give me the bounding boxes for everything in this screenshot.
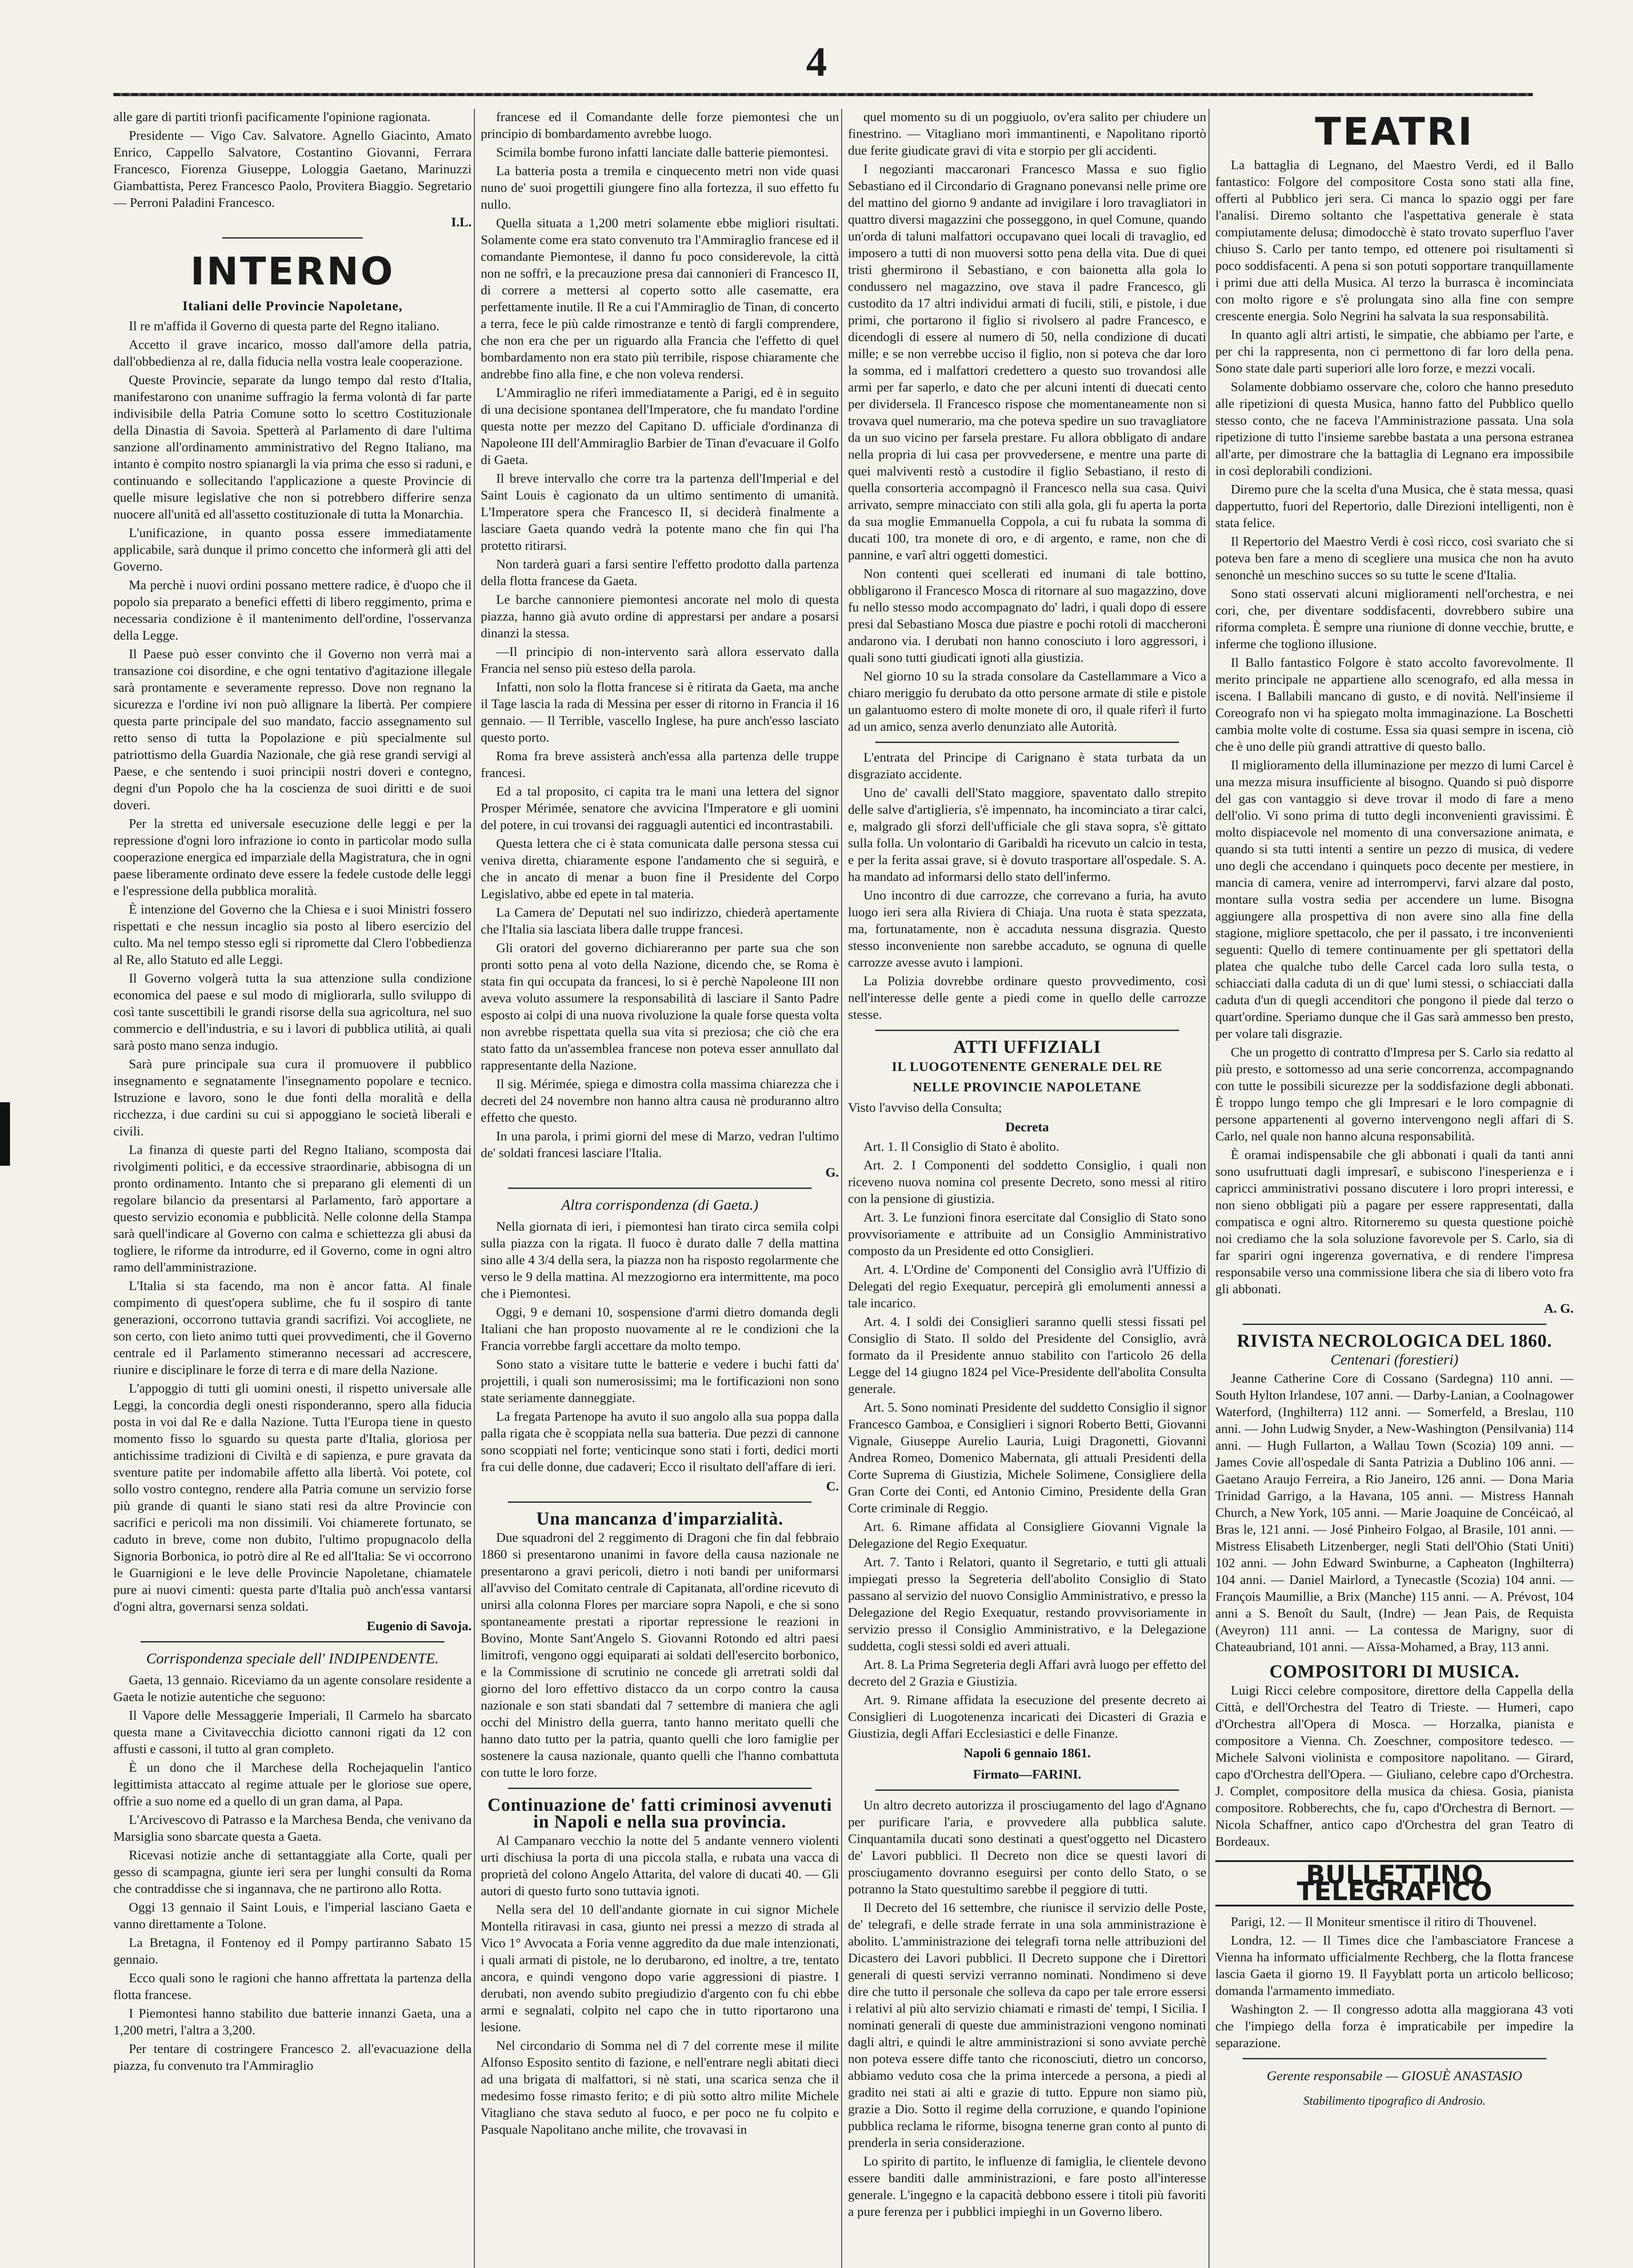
section-divider — [508, 1501, 812, 1503]
gaeta-correspondence-signature: C. — [826, 1479, 839, 1494]
section-divider — [875, 742, 1179, 743]
paragraph: Art. 9. Rimane affidata la esecuzione del presente decreto ai Consiglieri di Luogotenenza incaricati dei Dicasteri di Grazia e Giustizia, degli Affari Ecclesiastici e delle Finanze. — [848, 1693, 1206, 1741]
paragraph: La battaglia di Legnano, del Maestro Verdi, ed il Ballo fantastico: Folgore del compositore Costa sono stati alla fine, offerti al Pubblico jeri sera. Ci manca lo spazio oggi per fare l'analisi. Diremo soltanto che l'aspettativa generale è stata compiutamente delusa; dimodocchè è stato trovato superfluo l'aver chiuso S. Carlo per tanto tempo, ed ottenere poi risultamenti sì poco soddisfacenti. A pena si son potuti sopportare tranquillamente i primi due atti della Musica. Al terzo la burrasca è incominciata con molto rigore e s'è prolungata sino alla fine con sempre crescente energia. Solo Negrini ha salvata la sua responsabilità. — [1215, 158, 1574, 324]
decree-preamble: Visto l'avviso della Consulta; — [848, 1100, 1002, 1115]
section-divider — [508, 1188, 812, 1189]
paragraph: Gaeta, 13 gennaio. Riceviamo da un agente consolare residente a Gaeta le notizie autentiche che seguono: — [113, 1673, 472, 1705]
paragraph: Nel giorno 10 su la strada consolare da Castellammare a Vico a chiaro meriggio fu derubato da otto persone armate di stile e pistole un galantuomo estero di molte monete di oro, il quale riferì il furto ad un amico, senza averlo denunziato alle Autorità. — [848, 669, 1206, 734]
gaeta-report-signature: G. — [825, 1165, 839, 1180]
decree-date: Napoli 6 gennaio 1861. — [963, 1746, 1091, 1760]
section-divider — [875, 1789, 1179, 1791]
paragraph: Nella sera del 10 dell'andante giornate in cui signor Michele Montella ritiravasi in casa, giunto nei pressi a mezzo di strada al Vico 1° Avvocata a Foria venne aggredito da due male intenzionati, i quali armati di pistole, ne lo derubarono, ed inoltre, a tre, tentato ancora, e quindi vengono dopo varie aggressioni di piastre. I derubati, non avendo subito pregiudizio d'argento con fu chi ebbe armi e segnalati, colpito nel capo che in tutto riportarono una lesione. — [481, 1902, 839, 2034]
section-divider — [141, 1641, 444, 1642]
paragraph: I Piemontesi hanno stabilito due batterie innanzi Gaeta, una a 1,200 metri, l'altra a 3,200. — [113, 2006, 472, 2038]
paragraph: Il Ballo fantastico Folgore è stato accolto favorevolmente. Il merito principale ne appartiene allo scenografo, ed alla messa in iscena. I Ballabili mancano di gusto, e di novità. Nell'insieme il Coreografo non vi ha spiegato molta immaginazione. La Boschetti cambia molte volte di costume. Essa sia quasi sempre in iscena, ciò che è uno delle più grandi attrattive di questo ballo. — [1215, 655, 1574, 754]
signers-tag: I.L. — [451, 215, 472, 230]
paragraph: Lo spirito di partito, le influenze di famiglia, le clientele devono essere banditi dalle amministrazioni, e fare posto all'interesse generale. L'ingegno e la capacità debbono essere i titoli più favoriti a pure ferenza per i pubblici impieghi in un Governo libero. — [848, 2154, 1206, 2219]
paragraph: Il Governo volgerà tutta la sua attenzione sulla condizione economica del paese e sul modo di migliorarla, sullo sviluppo di così tante suscettibili le grandi risorse della sua agricoltura, nel suo commercio e dell'industria, e su i lavori di pubblica utilità, ai quali sarà posto mano senza indugio. — [113, 971, 472, 1053]
proclamation-subhead: Italiani delle Provincie Napoletane, — [182, 298, 403, 314]
paragraph: L'entrata del Principe di Carignano è stata turbata da un disgraziato accidente. — [848, 750, 1206, 782]
composers-heading: COMPOSITORI DI MUSICA. — [1269, 1661, 1520, 1682]
paragraph: Un altro decreto autorizza il prosciugamento del lago d'Agnano per purificare l'aria, e provvedere alla pubblica salute. Cinquantamila ducati sono destinati a quest'oggetto nel Dicastero de' Lavori pubblici. Il Decreto non dice se questi lavori di prosciugamento dovranno eseguirsi per conto dello Stato, o se potranno la Stato questultimo sarebbe il peggiore di tutti. — [848, 1798, 1206, 1897]
paragraph: Sono stato a visitare tutte le batterie e vedere i buchi fatti da' projettili, i quali son numerosissimi; ma le fortificazioni non sono state seriamente danneggiate. — [481, 1357, 839, 1405]
paragraph: Il Repertorio del Maestro Verdi è così ricco, così svariato che si poteva ben fare a meno di scegliere una musica che non ha avuto senonchè un meschino succes so su tutte le scene d'Italia. — [1215, 534, 1574, 583]
paragraph: Scimila bombe furono infatti lanciate dalle batterie piemontesi. — [496, 145, 829, 160]
page-number: 4 — [806, 39, 827, 85]
proclamation-body — [113, 318, 472, 1615]
paragraph: La Polizia dovrebbe ordinare questo provvedimento, così nell'interesse delle gente a piedi come in quello delle carrozze stesse. — [848, 974, 1206, 1022]
paragraph: Art. 4. L'Ordine de' Componenti del Consiglio avrà l'Uffizio di Delegati del regio Exequatur, percepirà gli emolumenti annessi a tale incarico. — [848, 1262, 1206, 1310]
paragraph: Diremo pure che la scelta d'una Musica, che è stata messa, quasi dappertutto, fuori del Repertorio, dalle Direzioni intelligenti, non è stata felice. — [1215, 482, 1574, 531]
paragraph: Oggi, 9 e demani 10, sospensione d'armi dietro domanda degli Italiani che han proposto nuovamente al re le condizioni che la Francia vorrebbe fargli accettare da molto tempo. — [481, 1305, 839, 1353]
paragraph: Ecco quali sono le ragioni che hanno affrettata la partenza della flotta francese. — [113, 1971, 472, 2003]
decree-commentary-body — [848, 1797, 1206, 2220]
paragraph: Oggi 13 gennaio il Saint Louis, e l'imperial lasciano Gaeta e vanno direttamente a Tolone. — [113, 1900, 472, 1932]
column-rule — [474, 109, 475, 2268]
paragraph: L'appoggio di tutti gli uomini onesti, il rispetto universale alle Leggi, la concordia degli onesti risponderanno, spero alla fiducia posta in voi dal Re e dalla Nazione. Tutta l'Europa tiene in questo momento fisso lo sguardo su questa parte d'Italia, gloriosa per antichissime tradizioni di Civiltà e di sapienza, e pure gravata da sventure patite per indomabile affetto alla libertà. Voi potete, col sollo vostro contegno, rendere alla Patria comune un servizio forse più grande di quanti le siano stati resi da altre Provincie con sacrifici e pericoli ma non dissimili. Voi chiamerete fortunato, se caduto in breve, come non dubito, l'ultimo propugnacolo della Signoria Borbonica, io potrò dire al Re ed all'Italia: Se vi occorrono le Guarnigioni e le leve delle Provincie Napoletane, chiamatele pure ai nuovi cimenti: questa parte d'Italia può anch'essa vantarsi d'ogni altra, governarsi senza soldati. — [113, 1381, 472, 1614]
paragraph: Che un progetto di contratto d'Impresa per S. Carlo sia redatto al più presto, e sottomesso ad una serie concorrenza, accompagnando con tutte le possibili sicurezze per la soddisfazione degli abbonati. È troppo lungo tempo che gli Impresari e le loro compagnie di persone appartenenti al governo intervengono negli affari di S. Carlo, nel quale non hanno alcuna responsabilità. — [1215, 1045, 1574, 1144]
paragraph: Accetto il grave incarico, mosso dall'amore della patria, dall'obbedienza al re, dalla fiducia nella vostra leale cooperazione. — [113, 337, 472, 369]
column-rule — [841, 109, 842, 2268]
paragraph: L'unificazione, in quanto possa essere immediatamente applicabile, sarà dunque il primo concetto che informerà gli atti del Governo. — [113, 526, 472, 574]
composers-text: Luigi Ricci celebre compositore, direttore della Cappella della Città, e dell'Orchestra del Teatro di Trieste. — Humeri, capo d'Orchestra all'Opera di Mosca. — Horzalka, pianista e compositore a Vienna. Ch. Zoeschner, compositore tedesco. — Michele Salvoni violinista e compositore napolitano. — Girard, capo d'Orchestra dell'Opera. — Giuliano, celebre capo d'Orchestra. J. Complet, compositore della musica da chiesa. Gosia, pianista compositore. Robberechts, che fu, capo d'Orchestra di Bernort. — Nicola Schaffner, antico capo d'Orchestra del gran Teatro di Bordeaux. — [1215, 1683, 1574, 1849]
paragraph: Ricevasi notizie anche di settantaggiate alla Corte, quali per gesso di scampagna, giunte ieri sera per lunghi consulti da Roma che contraddisse che si ingannava, che ne partirono allo Rotta. — [113, 1848, 472, 1897]
column-1 — [113, 109, 472, 2268]
interno-heading: INTERNO — [190, 249, 395, 293]
correspondence-body — [113, 1672, 472, 2074]
decree-articles — [848, 1139, 1206, 1742]
crimes-heading: Continuazione de' fatti criminosi avvenuti in Napoli e nella sua provincia. — [487, 1794, 832, 1832]
telegraph-body — [1215, 1914, 1574, 2052]
paragraph: Gli oratori del governo dichiareranno per parte sua che son pronti sotto pena al voto della Nazione, dicendo che, se Roma è stata fin qui occupata da francesi, lo si è perchè Napoleone III non aveva voluto assumere la responsabilità di lasciare il Santo Padre esposto ai colpi di una nuova rivoluzione la quale forse questa volta non avrebbe rispettata quella sua vita si preziosa; che ciò che era stato fatto da un'assemblea francese non poteva esser annullato dal rappresentante della Nazione. — [481, 941, 839, 1073]
paragraph: Il Decreto del 16 settembre, che riunisce il servizio delle Poste, de' telegrafi, e delle strade ferrate in una sola amministrazione è abolito. L'amministrazione dei telegrafi torna nelle attribuzioni del Dicastero dei Lavori pubblici. Il Decreto suppone che i Direttori generali di questi servizi verranno nominati. Nondimeno si deve dire che tutto il personale che solleva da capo per tale errore essersi i relativi al più alto servizio chiamati e rimasti de' tempi, I Sicilia. I nominati generali di queste due amministrazioni vengono nominati dagli altri, e quindi le altre amministrazioni si sono avviate perchè non poteva essere diffe tanto che riconosciuti, dietro un concorso, abbiamo veduto cosa che la prima intercede a persona, a piedi al gradito nei stati ai alti e grazie di tutto. Eppure non siamo più, grazie a Dio. Sotto il regime della corruzione, e quando l'opinione pubblica reclama le riforme, bisogna tenerne gran conto al punto di prenderla in seria considerazione. — [848, 1901, 1206, 2150]
crimes-body — [481, 1833, 839, 2138]
paragraph: Nella giornata di ieri, i piemontesi han tirato circa semila colpi sulla piazza con la rigata. Il fuoco è durato dalle 7 della mattina sino alle 4 3/4 della sera, la piazza non ha risposto regolarmente che verso le 9 della mattina. Al mezzogiorno era intermittente, ma poco che i Piemontesi. — [481, 1219, 839, 1301]
paragraph: Non contenti quei scellerati ed inumani di tale bottino, obbligarono il Francesco Mosca di ritornare al suo magazzino, dove fu nello stesso modo accompagnato do' ladri, i quali dopo di essere presi dal Sebastiano Mosca due piastre e pochi rotoli di maccheroni andarono via. I derubati non hanno conosciuto i loro aggressori, i quali sono tutti giudicati ignoti alla giustizia. — [848, 567, 1206, 665]
top-decorative-rule — [113, 93, 1533, 96]
paragraph: Il sig. Mérimée, spiega e dimostra colla massima chiarezza che i decreti del 24 novembre non hanno altra causa nè produranno altro effetto che questo. — [481, 1077, 839, 1125]
teatri-body — [1215, 157, 1574, 1298]
paragraph: Le barche cannoniere piemontesi ancorate nel molo di questa piazza, hanno già avuto ordine di apprestarsi per andare a posarsi dinanzi la stessa. — [481, 592, 839, 640]
decree-signed: Firmato—FARINI. — [973, 1767, 1082, 1782]
proclamation-signature: Eugenio di Savoja. — [366, 1619, 472, 1634]
impartiality-body — [481, 1530, 839, 1781]
lieutenant-title: IL LUOGOTENENTE GENERALE DEL RE — [892, 1060, 1163, 1074]
gaeta-report-body — [481, 109, 839, 1162]
intro-text: alle gare di partiti trionfi pacificamente l'opinione ragionata. — [113, 110, 431, 124]
gaeta-correspondence-body — [481, 1218, 839, 1476]
impartiality-heading: Una mancanza d'imparzialità. — [536, 1508, 784, 1529]
paragraph: Sono stati osservati alcuni miglioramenti nell'orchestra, e nei cori, che, per diventare soddisfacenti, dovrebbero subire una riforma completa. È sempre una riunione di donne vecchie, brutte, e inferme che togliono illusione. — [1215, 587, 1574, 652]
necrology-heading: RIVISTA NECROLOGICA DEL 1860. — [1237, 1330, 1552, 1351]
column-2 — [481, 109, 839, 2268]
official-acts-heading: ATTI UFFIZIALI — [953, 1036, 1101, 1057]
paragraph: Il breve intervallo che corre tra la partenza dell'Imperial e del Saint Louis è cagionato da un ultimo sentimento di umanità. L'Imperatore spera che Francesco II, si deciderà finalmente a lasciare Gaeta quando vedrà la potente mano che fin qui l'ha protetto ritirarsi. — [481, 471, 839, 553]
paragraph: La batteria posta a tremila e cinquecento metri non vide quasi nuno de' suoi progettili giungere fino alla fortezza, il suo effetto fu nullo. — [481, 164, 839, 212]
signers-list: Presidente — Vigo Cav. Salvatore. Agnello Giacinto, Amato Enrico, Cappello Salvatore, Costantino Giovanni, Ferrara Francesco, Fiorenza Giuseppe, Lologgia Gaetano, Marinuzzi Giambattista, Perez Francesco Paolo, Provitera Biaggio. Segretario — Perroni Paladini Francesco. — [113, 128, 472, 210]
section-divider — [875, 1030, 1179, 1031]
paragraph: La finanza di queste parti del Regno Italiano, scomposta dai rivolgimenti politici, e da eccessive straordinarie, abbisogna di un pronto ordinamento. Intanto che si preparano gli elementi di un regolare bilancio da presentarsi al Parlamento, farò apportare a questo servizio economia e pubblicità. Nelle colonne della Stampa sarà quell'indicare al Governo con calma e schiettezza gli abusi da togliere, le riforme da introdurre, ed il Governo, come in ogni altro ramo dell'amministrazione. — [113, 1143, 472, 1275]
paragraph: È intenzione del Governo che la Chiesa e i suoi Ministri fossero rispettati e che nessun incaglio sia posto al libero esercizio del culto. Ma nel tempo stesso egli si ripromette dal Clero l'obbedienza al Re, allo Statuto ed alle Leggi. — [113, 902, 472, 968]
paragraph: quel momento su di un poggiuolo, ov'era salito per chiudere un finestrino. — Vitagliano morì immantinenti, e Napolitano riportò due ferite giudicate gravi di vita e storpio per gli accidenti. — [848, 110, 1206, 158]
paragraph: Il Vapore delle Messaggerie Imperiali, Il Carmelo ha sbarcato questa mane a Civitavecchia diciotto cannoni rigati da 12 con affusti e cassoni, il tutto al gran completo. — [113, 1708, 472, 1757]
manager-line: Gerente responsabile — GIOSUÈ ANASTASIO — [1267, 2068, 1522, 2084]
section-divider — [222, 237, 363, 239]
paragraph: Per tentare di costringere Francesco 2. all'evacuazione della piazza, fu convenuto tra l'Ammiraglio — [113, 2042, 472, 2073]
paragraph: L'Ammiraglio ne riferì immediatamente a Parigi, ed è in seguito di una decisione spontanea dell'Imperatore, che fu mandato l'ordine questa notte per mezzo del Capitano D. ufficiale d'ordinanza di Napoleone III dell'Ammiraglio Barbier de Tinan d'evacuare il Golfo di Gaeta. — [481, 386, 839, 467]
crimes-continued-body — [848, 109, 1206, 735]
paragraph: L'Arcivescovo di Patrasso e la Marchesa Benda, che venivano da Marsiglia sono sbarcate questa a Gaeta. — [113, 1813, 472, 1844]
paragraph: Washington 2. — Il congresso adotta alla maggiorana 43 voti che l'impiego della forza è impraticabile per impedire la separazione. — [1215, 2002, 1574, 2051]
paragraph: Sarà pure principale sua cura il promuovere il pubblico insegnamento e segnatamente l'insegnamento popolare e tecnico. Istruzione e lavoro, sono le due fonti della moralità e della ricchezza, i due cardini su cui si appoggiano le società liberali e civili. — [113, 1057, 472, 1139]
paragraph: Parigi, 12. — Il Moniteur smentisce il ritiro di Thouvenel. — [1231, 1915, 1537, 1930]
column-3 — [848, 109, 1206, 2268]
paragraph: È oramai indispensabile che gli abbonati i quali da tanti anni sono usufruttuati dagli impresarî, e subiscono l'inesperienza e i capricci amministrativi possano discutere i loro propri interessi, e non sieno obbligati più a pagare per essere rappresentati, dalla compatisca e ogni altro. Ritorneremo su questa questione poichè noi crediamo che la sola soluzione favorevole per S. Carlo, sia di far spariri ogni ingerenza governativa, e di rendere l'impresa responsabile verso una commissione libera che sia di libero voto fra gli abbonati. — [1215, 1148, 1574, 1297]
paragraph: —Il principio di non-intervento sarà allora esservato dalla Francia nel senso più esteso della parola. — [481, 645, 839, 676]
paragraph: Roma fra breve assisterà anch'essa alla partenza delle truppe francesi. — [481, 749, 839, 780]
paragraph: Art. 8. La Prima Segreteria degli Affari avrà luogo per effetto del decreto del 2 Grazia e Giustizia. — [848, 1657, 1206, 1689]
paragraph: Nel circondario di Somma nel dì 7 del corrente mese il milite Alfonso Esposito sentito di fazione, e nell'entrare negli abitati dieci ad una brigata di malfattori, si nè stati, una scarica senza che il medesimo fosse rimasto ferito; e di più sotto altro milite Michele Vitagliano che stava seduto al fuoco, e per poco ne fu colpito e Pasquale Napolitano anche milite, che trovavasi in — [481, 2038, 839, 2137]
section-divider — [1243, 1324, 1546, 1325]
paragraph: Art. 6. Rimane affidata al Consigliere Giovanni Vignale la Delegazione del Regio Exequatur. — [848, 1520, 1206, 1551]
paragraph: Art. 3. Le funzioni finora esercitate dal Consiglio di Stato sono provvisoriamente e attribuite ad un Consiglio Amministrativo composto da un Presidente ed otto Consiglieri. — [848, 1210, 1206, 1258]
paragraph: Quella situata a 1,200 metri solamente ebbe migliori risultati. Solamente come era stato convenuto tra l'Ammiraglio francese ed il comandante Piemontese, il danno fu poco considerevole, la città non ne soffrì, e la precauzione presa dai cannonieri di Francesco II, di correre a mettersi al coperto sotto alle casematte, era perfettamente inutile. Il Re a cui l'Ammiraglio de Tinan, di concerto a terra, fece le più calde rimostranze e tentò di fargli comprendere, che non era che per un riguardo alla Francia che l'effetto di quel bombardamento non era stato più terribile, rispose chiaramente che andrebbe fino alla fine, e che non voleva rendersi. — [481, 216, 839, 381]
gaeta-correspondence-heading: Altra corrispondenza (di Gaeta.) — [561, 1197, 759, 1213]
paragraph: Uno de' cavalli dell'Stato maggiore, spaventato dallo strepito delle salve d'artiglieria, s'è impennato, ha incominciato a tirar calci, e, malgrado gli sforzi dell'ufficiale che gli stava sopra, s'è gittato sulla folla. Un volontario di Garibaldi ha ricevuto un calcio in testa, e per la ferita assai grave, si è dovuto trasportare all'ospedale. S. A. ha mandato ad informarsi dello stato dell'infermo. — [848, 786, 1206, 884]
paragraph: Il Paese può esser convinto che il Governo non verrà mai a transazione coi disordine, e che ogni tentativo d'agitazione illegale sarà prontamente e severamente represso. Dove non regnano la sicurezza e l'ordine ivi non può allignare la libertà. Per compiere questa parte principale del suo mandato, faccio assegnamento sul retto senso di tutta la Popolazione e più specialmente sul patriottismo della Guardia Nazionale, che già rese grandi servigi al Paese, e che sentendo i suoi principii nostri doveri e contegno, degni d'un Popolo che ha la coscienza de suoi diritti e de suoi doveri. — [113, 647, 472, 813]
telegraph-heading: BULLETTINO TELEGRAFICO — [1215, 1860, 1574, 1906]
paragraph: Al Campanaro vecchio la notte del 5 andante vennero violenti urti dischiusa la porta di una piccola stalla, e rubata una vacca di proprietà del colono Angelo Attarita, del valore di ducati 40. — Gli autori di questo furto sono tuttavia ignoti. — [481, 1833, 839, 1898]
section-divider — [508, 1788, 812, 1789]
paragraph: Art. 5. Sono nominati Presidente del suddetto Consiglio il signor Francesco Gamboa, e Consiglieri i signori Roberto Betti, Giovanni Vignale, Giuseppe Aurelio Lauria, Luigi Dragonetti, Giovanni Andrea Romeo, Domenico Mabernata, gli attuali Presidenti della Corte Suprema di Giustizia, Michele Solimene, Consigliere della Gran Corte dei Conti, ed Antonio Cimino, Presidente della Gran Corte criminale di Reggio. — [848, 1400, 1206, 1515]
paragraph: Non tarderà guari a farsi sentire l'effetto prodotto dalla partenza della flotta francese da Gaeta. — [481, 557, 839, 588]
paragraph: Ed a tal proposito, ci capita tra le mani una lettera del signor Prosper Mérimée, senatore che avvicina l'Imperatore e gli uomini del potere, in cui trovansi dei ragguagli autentici ed incontrastabili. — [481, 784, 839, 832]
paragraph: Art. 7. Tanto i Relatori, quanto il Segretario, e tutti gli attuali impiegati presso la Segreteria dell'abolito Consiglio di Stato passano al servizio del nuovo Consiglio Amministrativo, e presso la Delegazione del Regio Exequatur, restando provvisoriamente in servizio presso il Consiglio Amministrativo, e la Delegazione suddetta, cogli stessi soldi ed averi attuali. — [848, 1555, 1206, 1653]
paragraph: La Camera de' Deputati nel suo indirizzo, chiederà apertamente che l'Italia sia lasciata libera dalle truppe francesi. — [481, 905, 839, 937]
paragraph: In quanto agli altri artisti, le simpatie, che abbiamo per l'arte, e per chi la rappresenta, non ci permettono di far loro della pena. Sono state dale parti superiori alle loro forze, e mezzi vocali. — [1215, 327, 1574, 376]
paragraph: I negozianti maccaronari Francesco Massa e suo figlio Sebastiano ed il Circondario di Gragnano ponevansi nelle prime ore del mattino del giorno 9 andante ad invigilare i loro travagliatori in quattro diversi magazzini che posseggono, in quel Comune, quando un'orda di taluni malfattori occupavano quei locali di travaglio, ed imposero a tutti di non muoversi sotto pena della vita. Due di quei tristi ghermirono il Sebastiano, e con baionetta alla gola lo condussero nel magazzino, ove stava il padre Francesco, gli custodito da 17 altri individui armati di fucili, stili, e pistole, i due primi, che portarono il figlio si rivolsero al padre Francesco, e dicendogli di essere al numero di 50, nella condizione di ducati mille; e se non verrebbe ucciso il figlio, non si poteva che dar loro la somma, ed i malfattori credettero a questo suo trovandosi alle armi per far saperlo, e dato che per alcuni intenti di duecati cento per dividersela. Il Francesco rispose che momentaneamente non si trovava quel numerario, ma che poteva spedire un suo travagliatore da un suo vicino per farsela prestare. Fu allora obbligato di andare nella propria di lui casa per provvedersene, e mentre una parte di quei malviventi restò a custodire il figlio Sebastiano, il resto di quella consorteria accompagnò il Francesco nella sua casa. Quivi arrivato, sempre minacciato con stili alla gola, gli fu aperta la porta da sua moglie Emmanuella Coppola, a cui fu rubata la somma di ducati 100, tra monete di oro, e di argento, e rame, non che di pannine, e varî altri oggetti domestici. — [848, 162, 1206, 562]
paragraph: È un dono che il Marchese della Rochejaquelin l'antico legittimista attaccato al regime attuale per le gloriose sue opere, offrìe a suo nome ed a quello di un gran dama, al Papa. — [113, 1760, 472, 1809]
paragraph: In una parola, i primi giorni del mese di Marzo, vedran l'ultimo de' soldati francesi lasciare l'Italia. — [481, 1129, 839, 1160]
paragraph: Due squadroni del 2 reggimento di Dragoni che fin dal febbraio 1860 si presentarono unanimi in favore della causa nazionale ne presentarono a gravi pericoli, dietro i noti bandi per uniformarsi all'avviso del Comitato centrale di Capitanata, all'ordine ricevuto di unirsi alla colonna Flores per marciare sopra Napoli, e che si sono spontaneamente prestati a riportar repressione le reazioni in Bovino, Monte Sant'Angelo S. Giovanni Rotondo ed altri paesi limitrofi, vengono oggi equiparati ai soldati dell'esercito borbonico, e la Commissione di scrutinio ne concede gli arretrati soldi dal giorno del loro effettivo distacco da un corpo contro la causa nazionale e son stati sbandati dal 7 settembre di maniera che agli occhi del Ministro della guerra, tanto hanno meritato quelli che hanno dato tutto per la patria, quanto quelli che loro famiglie per sostenere la causa nazionale, quanto quelli che l'hanno combattuta con tutte le loro forze. — [481, 1530, 839, 1780]
correspondence-heading: Corrispondenza speciale dell' INDIPENDENTE. — [146, 1651, 439, 1667]
lieutenant-subtitle: NELLE PROVINCIE NAPOLETANE — [912, 1080, 1142, 1095]
paragraph: Londra, 12. — Il Times dice che l'ambasciatore Francese a Vienna ha informato ufficialmente Rechberg, che la flotta francese lascia Gaeta il giorno 19. Il Fayyblatt porta un articolo bellicoso; domanda l'armamento immediato. — [1215, 1933, 1574, 1999]
column-4 — [1215, 109, 1574, 2268]
paragraph: Art. 2. I Componenti del soddetto Consiglio, i quali non riceveno nuova nomina col presente Decreto, sono messi al ritiro con la pensione di giustizia. — [848, 1158, 1206, 1206]
paragraph: Per la stretta ed universale esecuzione delle leggi e per la repressione d'ogni loro infrazione io conto in particolar modo sulla cooperazione energica ed imparziale della Magistratura, che in ogni paese liberamente ordinato deve essere la fedele custode delle leggi e l'espressione della pubblica moralità. — [113, 816, 472, 899]
paragraph: Questa lettera che ci è stata comunicata dalle persona stessa cui veniva diretta, chiaramente espone l'andamento che si seguirà, e che in ancato di menar a buon fine il Presidente del Corpo Legislativo, abbe ed epete in tal materia. — [481, 836, 839, 901]
paragraph: La Bretagna, il Fontenoy ed il Pompy partiranno Sabato 15 gennaio. — [113, 1936, 472, 1967]
teatri-signature: A. G. — [1544, 1301, 1574, 1316]
paragraph: Solamente dobbiamo osservare che, coloro che hanno preseduto alle ripetizioni di questa Musica, hanno fatto del Pubblico quello stesso conto, che ne faceva l'Amministrazione passata. Una sola ripetizione di tutto l'insieme sarebbe bastata a una persona estranea all'arte, per dimostrare che la battaglia di Legnano era impossibile in così deplorabili condizioni. — [1215, 380, 1574, 479]
printer-line: Stabilimento tipografico di Androsio. — [1303, 2094, 1486, 2108]
city-news-body — [848, 749, 1206, 1023]
decree-label: Decreta — [1005, 1120, 1049, 1134]
paragraph: Il miglioramento della illuminazione per mezzo di lumi Carcel è una mezza misura insufficiente al bisogno. Quando si può disporre del gas con vantaggio si deve trovar il modo di fare a meno dell'olio. Vi sono prima di tutto degli inconvenienti gravissimi. È molto dispiacevole nel momento di una conversazione animata, e quando si sta tutti intenti a sentire un pezzo di musica, di vedere uno degli che accendano i quinquets poco decente per mestiere, in mancia di camera, venire ad interrompervi, farvi alzare dal posto, montare sulla vostra sedia per accendere un lume. Bisogna aggiungere alla prospettiva di non avere sino alla fine della stagione, migliore spettacolo, che per il passato, i tre inconvenienti seguenti: Quello di temere continuamente per gli spettatori della platea che qualche tubo delle Carcel cada loro sulla testa, o schiacciati dalla caduta di un di que' lumi stessi, o schiacciati dalla caduta d'un di quegli accenditori che pongono il piede dal terzo o quart'ordine. Speriamo dunque che il Gas sarà ammesso ben presto, per volare tali disgrazie. — [1215, 758, 1574, 1041]
paragraph: Il re m'affida il Governo di questa parte del Regno italiano. — [129, 319, 440, 334]
paragraph: francese ed il Comandante delle forze piemontesi che un principio di bombardamento avrebbe luogo. — [481, 110, 839, 141]
teatri-heading: TEATRI — [1315, 109, 1474, 154]
paragraph: Art. 1. Il Consiglio di Stato è abolito. — [863, 1139, 1059, 1154]
paragraph: Ma perchè i nuovi ordini possano mettere radice, è d'uopo che il popolo sia preparato a benefici effetti di libero reggimento, prima e necessaria condizione è il mantenimento dell'ordine, l'osservanza della Legge. — [113, 578, 472, 643]
paragraph: Art. 4. I soldi dei Consiglieri saranno quelli stessi fissati pel Consiglio di Stato. Il soldo del Presidente del Consiglio, avrà formato da il Presidente annuo stabilito con l'articolo 26 della Legge del 14 giugno 1824 pel Vice-Presidente dell'abolita Consulta generale. — [848, 1315, 1206, 1396]
paragraph: L'Italia si sta facendo, ma non è ancor fatta. Al finale compimento di quest'opera sublime, che fu il sospiro di tante generazioni, occorrono tuttavia grandi sacrifizi. Voi accogliete, ne son certo, con lieto animo tutti quei provvedimenti, che il Governo centrale ed il Parlamento stimeranno necessari ad accrescere, riunire e disciplinare le forze di terra e di mare della Nazione. — [113, 1279, 472, 1378]
binding-mark — [0, 1102, 10, 1166]
paragraph: La fregata Partenope ha avuto il suo angolo alla sua poppa dalla palla rigata che è scoppiata nella sua batteria. Due pezzi di cannone sono scoppiati nel forte; venticinque sono stati i forti, dedici morti fra cui delle donne, due cadaveri; Ecco il risultato dell'affare di ieri. — [481, 1409, 839, 1474]
necrology-text: Jeanne Catherine Core di Cossano (Sardegna) 110 anni. — South Hylton Irlandese, 107 anni. — Darby-Lanian, a Coolnagower Waterford, (Inghilterra) 112 anni. — Somerfeld, a Breslau, 110 anni. — John Ludwig Snyder, a New-Washington (Pensilvania) 114 anni. — Hugh Fullarton, a Wallau Town (Scozia) 109 anni. — James Covie all'ospedale di Santa Patrizia a Dublino 106 anni. — Gaetano Araujo Ferreira, a Rio Janeiro, 126 anni. — Dona Maria Trinidad Garrigo, a la Havana, 105 anni. — Mistress Hannah Church, a New York, 105 anni. — Marie Joaquine de Concéicaó, al Bras le, 121 anni. — José Pinheiro Folgao, al Brasile, 101 anni. — Mistress Elisabeth Litzenberger, negli Stati dell'Ohio (Stati Uniti) 102 anni. — John Edward Swinburne, a Capheaton (Inghilterra) 104 anni. — Daniel Mairlord, a Tynecastle (Scozia) 104 anni. — François Maumillie, a Brix (Manche) 115 anni. — A. Prévost, 104 anni a S. Benoît du Sault, (Indre) — Jean Pais, de Requista (Aveyron) 111 anni. — La contessa de Marigny, suor di Chateaubriand, 101 anni. — Aïssa-Mohamed, a Bray, 113 anni. — [1215, 1371, 1574, 1655]
paragraph: Infatti, non solo la flotta francese si è ritirata da Gaeta, ma anche il Tage lascia la rada di Messina per esser di ritorno in Francia il 16 gennaio. — Il Terrible, vascello Inglese, ha pure anch'esso lasciato questo porto. — [481, 680, 839, 745]
paragraph: Uno incontro di due carrozze, che correvano a furia, ha avuto luogo ieri sera alla Riviera di Chiaja. Una ruota è stata spezzata, ma, fortunatamente, non è accaduta nessuna disgrazia. Questo stesso inconveniente non sarebbe accaduto, se ognuna di quelle carrozze avesse avuto i lampioni. — [848, 888, 1206, 970]
necrology-subhead: Centenari (forestieri) — [1331, 1352, 1458, 1369]
section-divider — [1243, 2058, 1546, 2059]
paragraph: Queste Provincie, separate da lungo tempo dal resto d'Italia, manifestarono con unanime suffragio la ferma volontà di far parte indivisibile della Patria Comune sotto lo scettro Costituzionale della Dinastia di Savoia. Spetterà al Parlamento di dare l'ultima sanzione all'ordinamento amministrativo del Regno Italiano, ma intanto è compito nostro spianargli la via prima che esso si raduni, e continuando e sollecitando l'applicazione a queste Provincie di quelle misure legislative che non si potrebbero differire senza nuocere all'unità ed all'assetto costituzionale di tutta la Monarchia. — [113, 373, 472, 522]
